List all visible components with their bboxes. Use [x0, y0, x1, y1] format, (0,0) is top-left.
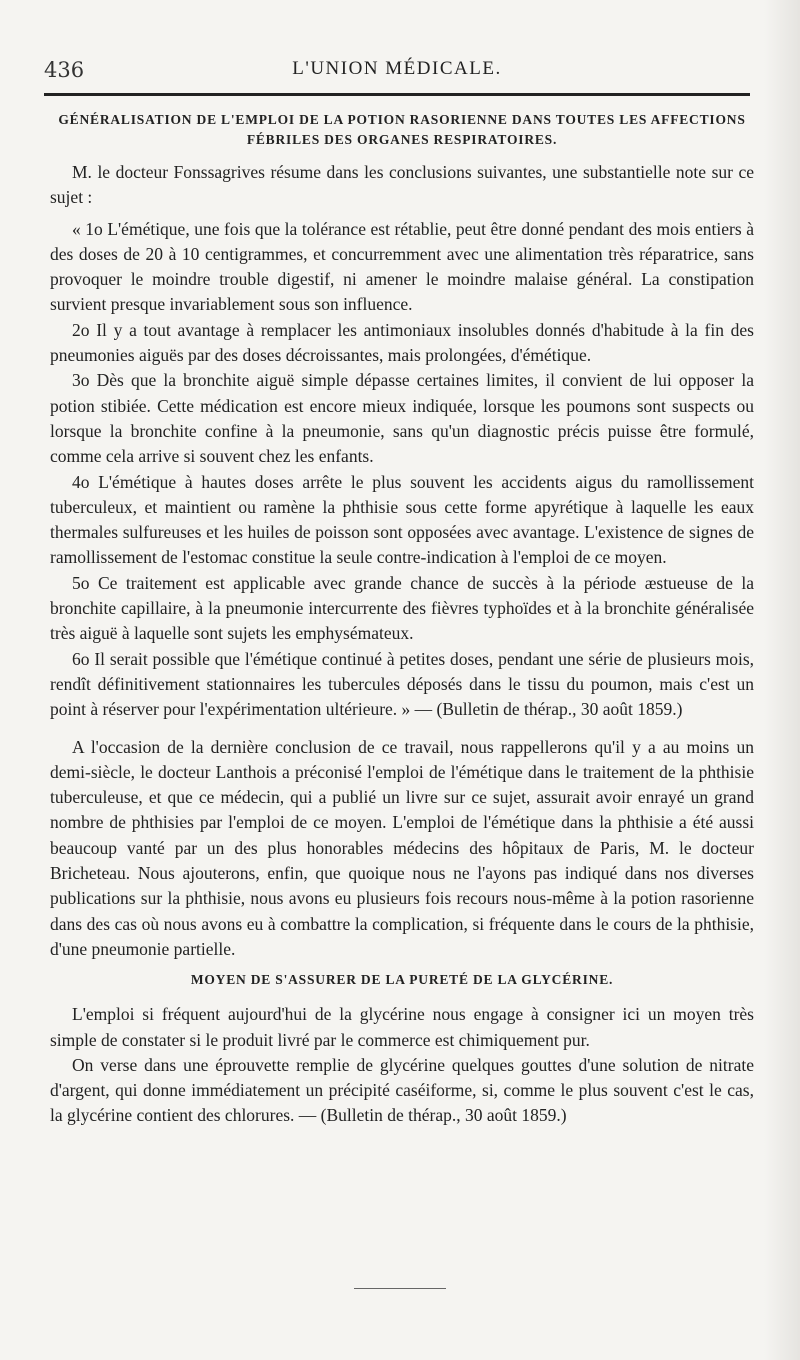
paragraph: 5o Ce traitement est applicable avec grande chance de succès à la période æstueuse de la bronchite capillaire, à la pneumonie intercurrente des fièvres typhoïdes et à la bronchite généralisée très aiguë à laquelle sont sujets les emphysémateux. [50, 572, 754, 644]
section-heading-line: FÉBRILES DES ORGANES RESPIRATOIRES. [246, 132, 558, 147]
paragraph: 4o L'émétique à hautes doses arrête le plus souvent les accidents aigus du ramollissement tuberculeux, et maintient ou ramène la phthisie sous cette forme apyrétique à laquelle les eaux thermales sulfureuses et les huiles de poisson sont opposées avec avantage. L'existence de signes de ramollissement de l'estomac constitue la seule contre-indication à l'emploi de ce moyen. [50, 471, 754, 568]
footer-rule [354, 1288, 446, 1289]
paragraph: M. le docteur Fonssagrives résume dans les conclusions suivantes, une substantielle note sur ce sujet : [50, 162, 754, 208]
page-number: 436 [44, 58, 85, 82]
paragraph: A l'occasion de la dernière conclusion de ce travail, nous rappellerons qu'il y a au moins un demi-siècle, le docteur Lanthois a préconisé l'emploi de l'émétique dans le traitement de la phthisie tuberculeuse, et que ce médecin, qui a publié un livre sur ce sujet, assurait avoir enrayé un grand nombre de phthisies par l'emploi de ce moyen. L'emploi de l'émétique dans la phthisie a été aussi beaucoup vanté par un des plus honorables médecins des hôpitaux de Paris, M. le docteur Bricheteau. Nous ajouterons, enfin, que quoique nous ne l'ayons pas indiqué dans nos diverses publications sur la phthisie, nous avons eu plusieurs fois recours nous-même à la potion rasorienne dans des cas où nous avons eu à combattre la complication, si fréquente dans le cours de la phthisie, d'une pneumonie partielle. [50, 736, 754, 959]
body-text [50, 110, 754, 1129]
section-heading-line: GÉNÉRALISATION DE L'EMPLOI DE LA POTION RASORIENNE DANS TOUTES LES AFFECTIONS [58, 112, 746, 127]
header-rule [44, 93, 750, 96]
paragraph: « 1o L'émétique, une fois que la tolérance est rétablie, peut être donné pendant des mois entiers à des doses de 20 à 10 centigrammes, et concurremment avec une alimentation très réparatrice, sans provoquer le moindre trouble digestif, ni amener le moindre malaise général. La constipation survient presque invariablement sous son influence. [50, 218, 754, 315]
running-title: L'UNION MÉDICALE. [292, 58, 502, 79]
section-heading-glycerine: MOYEN DE S'ASSURER DE LA PURETÉ DE LA GLYCÉRINE. [190, 972, 614, 988]
paragraph: 2o Il y a tout avantage à remplacer les antimoniaux insolubles donnés d'habitude à la fin des pneumonies aiguës par des doses décroissantes, mais prolongées, d'émétique. [50, 319, 754, 366]
page-header [44, 58, 750, 90]
page-edge-shadow [764, 0, 800, 1360]
paragraph: 6o Il serait possible que l'émétique continué à petites doses, pendant une série de plusieurs mois, rendît définitivement stationnaires les tubercules déposés dans le tissu du poumon, mais c'est un point à réserver pour l'expérimentation ultérieure. » — (Bulletin de thérap., 30 août 1859.) [50, 648, 754, 720]
paragraph: L'emploi si fréquent aujourd'hui de la glycérine nous engage à consigner ici un moyen très simple de constater si le produit livré par le commerce est chimiquement pur. [50, 1004, 754, 1050]
section-heading-emetique [50, 110, 754, 150]
paragraph: 3o Dès que la bronchite aiguë simple dépasse certaines limites, il convient de lui opposer la potion stibiée. Cette médication est encore mieux indiquée, lorsque les poumons sont suspects ou lorsque la bronchite confine à la pneumonie, sans qu'un diagnostic précis puisse être formulé, comme cela arrive si souvent chez les enfants. [50, 370, 754, 467]
paragraph: On verse dans une éprouvette remplie de glycérine quelques gouttes d'une solution de nitrate d'argent, qui donne immédiatement un précipité caséiforme, si, comme le plus souvent c'est le cas, la glycérine contient des chlorures. — (Bulletin de thérap., 30 août 1859.) [50, 1054, 754, 1126]
